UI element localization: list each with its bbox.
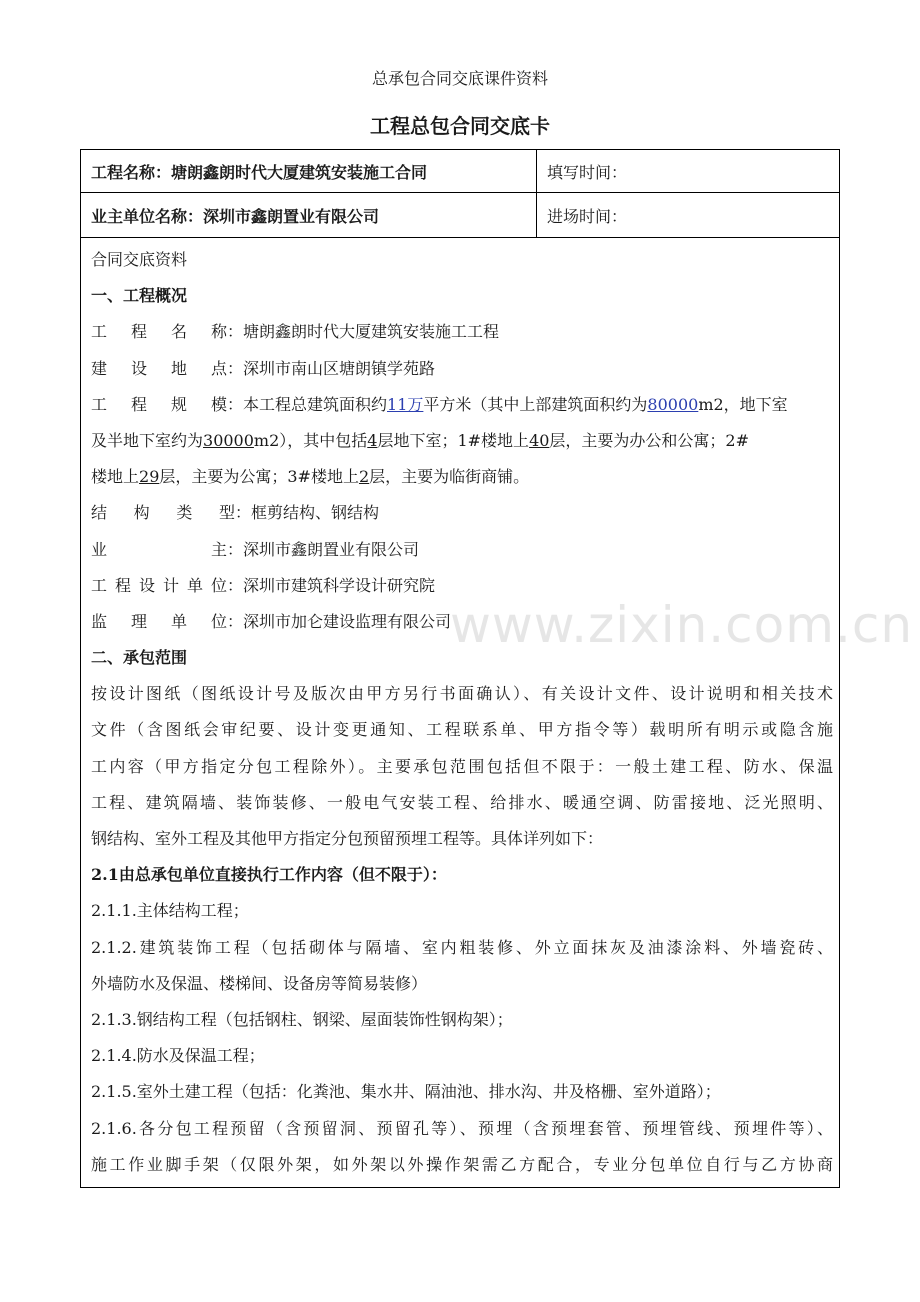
owner-label: 业主单位名称： [91, 206, 204, 226]
entry-time-cell [537, 193, 839, 237]
section-2-heading: 二、承包范围 [91, 648, 188, 668]
scope-line: 钢结构、室外工程及其他甲方指定分包预留预埋工程等。具体详列如下： [91, 829, 604, 848]
scope-item: 2.1.4.防水及保温工程； [91, 1046, 265, 1066]
fill-time-cell [537, 150, 839, 192]
scope-item: 2.1.2.建筑装饰工程（包括砌体与隔墙、室内粗装修、外立面抹灰及油漆涂料、外墙瓷砖、 [91, 937, 833, 957]
watermark: www.zixin.com.cn [450, 596, 914, 654]
total-area-link[interactable]: 11万 [387, 394, 424, 414]
overview-scale-label: 工程规模 [91, 394, 227, 414]
scope-item: 外墙防水及保温、楼梯间、设备房等简易装修） [91, 973, 428, 993]
overview-name-value: ：塘朗鑫朗时代大厦建筑安装施工工程 [227, 322, 500, 342]
scope-line: 按设计图纸（图纸设计号及版次由甲方另行书面确认）、有关设计文件、设计说明和相关技术 [91, 684, 833, 704]
scale-text-7: 层，主要为办公和公寓；2# [549, 430, 750, 450]
overview-supervision-label: 监理单位 [91, 611, 227, 631]
scope-line: 工内容（甲方指定分包工程除外）。主要承包范围包括但不限于：一般土建工程、防水、保温 [91, 756, 833, 776]
scale-text-10: 层，主要为临街商铺。 [369, 467, 530, 487]
scope-item: 2.1.3.钢结构工程（包括钢柱、钢梁、屋面装饰性钢构架）； [91, 1009, 513, 1029]
scale-text-5: m2），其中包括 [253, 430, 368, 450]
building2-floors: 29 [139, 467, 160, 487]
overview-structure-label: 结构类型 [91, 503, 235, 523]
scale-text-4: 及半地下室约为 [91, 430, 204, 450]
section-1-heading: 一、工程概况 [91, 286, 188, 306]
overview-design-value: ：深圳市建筑科学设计研究院 [227, 575, 436, 595]
overview-owner-label: 业主 [91, 539, 227, 559]
overview-name-label: 工程名称 [91, 322, 227, 342]
scale-text-9: 层，主要为公寓；3#楼地上 [159, 467, 359, 487]
basement-area: 30000 [203, 430, 254, 450]
project-label: 工程名称： [91, 162, 172, 182]
overview-location-label: 建设地点 [91, 358, 227, 378]
overview-supervision-value: ：深圳市加仑建设监理有限公司 [227, 611, 452, 631]
scope-item: 2.1.1.主体结构工程； [91, 901, 249, 921]
overview-design-row [91, 568, 833, 604]
card-row-project [81, 150, 839, 193]
content-body [91, 242, 833, 1183]
overview-design-label: 工程设计单位 [91, 575, 227, 595]
entry-time-label: 进场时间： [547, 206, 628, 226]
content-heading: 合同交底资料 [91, 250, 188, 269]
overview-owner-row [91, 532, 833, 568]
upper-area-link[interactable]: 80000 [647, 394, 699, 414]
overview-scale-row-1 [91, 387, 833, 423]
scale-text-3: m2，地下室 [698, 394, 788, 414]
sub-section-heading: 2.1由总承包单位直接执行工作内容（但不限于）： [91, 865, 447, 885]
overview-owner-value: ：深圳市鑫朗置业有限公司 [227, 539, 420, 559]
scope-line: 工程、建筑隔墙、装饰装修、一般电气安装工程、给排水、暖通空调、防雷接地、泛光照明、 [91, 792, 833, 812]
overview-structure-value: ：框剪结构、钢结构 [235, 503, 380, 523]
overview-location-row [91, 351, 833, 387]
building1-floors: 40 [529, 430, 550, 450]
overview-location-value: ：深圳市南山区塘朗镇学苑路 [227, 358, 436, 378]
scale-text-1: ：本工程总建筑面积约 [227, 394, 388, 414]
scale-text-6: 层地下室；1#楼地上 [377, 430, 530, 450]
fill-time-label: 填写时间： [547, 162, 628, 182]
scale-text-8: 楼地上 [91, 467, 140, 487]
basement-floors: 4 [367, 430, 378, 450]
project-value: 塘朗鑫朗时代大厦建筑安装施工合同 [171, 162, 428, 182]
scope-item: 2.1.5.室外土建工程（包括：化粪池、集水井、隔油池、排水沟、井及格栅、室外道路）； [91, 1082, 721, 1102]
contract-card [80, 149, 840, 1188]
project-name-cell [81, 150, 537, 192]
building3-floors: 2 [358, 467, 370, 487]
scope-item: 施工作业脚手架（仅限外架，如外架以外操作架需乙方配合，专业分包单位自行与乙方协商 [91, 1154, 833, 1174]
page-title: 工程总包合同交底卡 [370, 114, 550, 138]
overview-scale-row-2 [91, 423, 833, 459]
scope-item: 2.1.6.各分包工程预留（含预留洞、预留孔等）、预埋（含预埋套管、预埋管线、预埋件等）、 [91, 1118, 833, 1138]
overview-name-row [91, 314, 833, 350]
owner-name-cell [81, 193, 537, 237]
overview-scale-row-3 [91, 459, 833, 495]
overview-supervision-row [91, 604, 833, 640]
owner-value: 深圳市鑫朗置业有限公司 [203, 206, 380, 226]
scope-line: 文件（含图纸会审纪要、设计变更通知、工程联系单、甲方指令等）载明所有明示或隐含施 [91, 720, 833, 740]
overview-structure-row [91, 495, 833, 531]
scale-text-2: 平方米（其中上部建筑面积约为 [423, 394, 648, 414]
page-header: 总承包合同交底课件资料 [371, 69, 548, 88]
card-row-owner [81, 193, 839, 238]
